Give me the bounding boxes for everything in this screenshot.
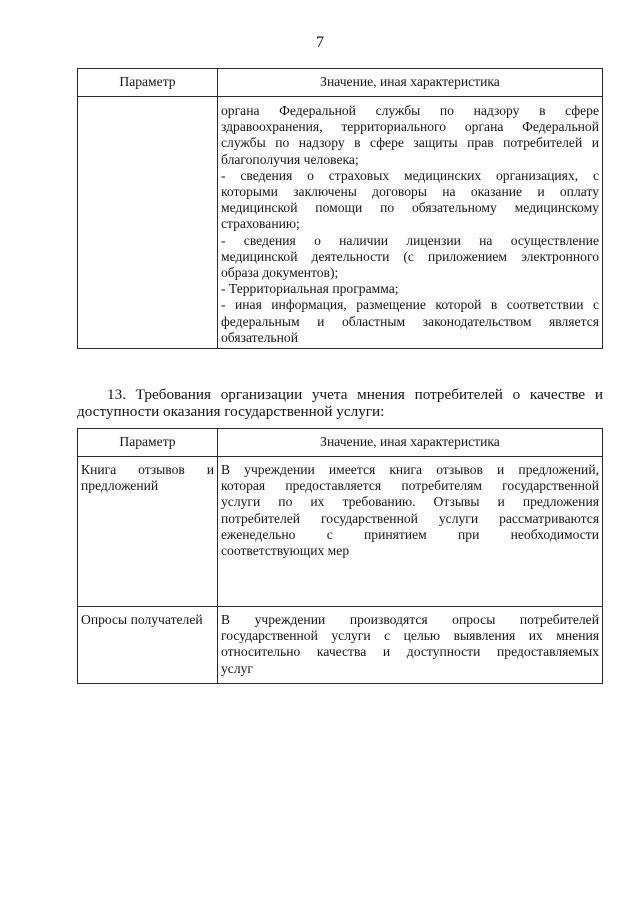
value-line: - Территориальная программа; bbox=[221, 281, 399, 297]
table-row bbox=[78, 97, 603, 349]
value-cell bbox=[218, 457, 603, 607]
value-line: еженедельно с принятием при необходимости bbox=[221, 526, 599, 542]
value-line: страхованию; bbox=[221, 216, 300, 232]
value-line: которыми заключены договоры на оказание и оплату bbox=[221, 184, 599, 200]
header-value: Значение, иная характеристика bbox=[218, 69, 603, 97]
header-param: Параметр bbox=[78, 69, 218, 97]
value-line: В учреждении производятся опросы потребителей bbox=[221, 612, 599, 627]
value-line: которая предоставляется потребителям государственной bbox=[221, 478, 599, 494]
value-line: услуг bbox=[221, 660, 253, 676]
value-line: органа Федеральной службы по надзору в сфере bbox=[221, 103, 599, 118]
section-heading bbox=[77, 386, 603, 420]
value-line: услуги по их требованию. Отзывы и предложения bbox=[221, 494, 599, 510]
value-line: федеральным и областным законодательством является bbox=[221, 313, 599, 329]
value-line: службы по надзору в сфере защиты прав потребителей и bbox=[221, 135, 599, 151]
value-line: медицинской деятельности (с приложением электронного bbox=[221, 248, 599, 264]
table-header-row bbox=[78, 69, 603, 97]
value-line: - сведения о наличии лицензии на осуществление bbox=[221, 232, 599, 248]
value-line: медицинской помощи по обязательному медицинскому bbox=[221, 200, 599, 216]
value-cell bbox=[218, 97, 603, 349]
continuation-table bbox=[77, 68, 603, 349]
param-line: Опросы получателей bbox=[81, 612, 203, 627]
feedback-table bbox=[77, 428, 603, 684]
param-line: Книга отзывов и bbox=[81, 462, 214, 477]
value-line: обязательной bbox=[221, 329, 298, 345]
header-value: Значение, иная характеристика bbox=[218, 429, 603, 457]
table-row bbox=[78, 457, 603, 607]
table-header-row bbox=[78, 429, 603, 457]
param-cell bbox=[78, 457, 218, 607]
value-line: образа документов); bbox=[221, 265, 339, 281]
value-line: соответствующих мер bbox=[221, 543, 350, 559]
param-line: предложений bbox=[81, 478, 159, 494]
value-line: государственной услуги с целью выявления их мнения bbox=[221, 628, 599, 644]
value-cell bbox=[218, 607, 603, 684]
value-line: относительно качества и доступности предоставляемых bbox=[221, 644, 599, 660]
section-heading-line: 13. Требования организации учета мнения потребителей о качестве и bbox=[107, 386, 603, 403]
table-row bbox=[78, 607, 603, 684]
value-line: - сведения о страховых медицинских организациях, с bbox=[221, 167, 599, 183]
param-cell bbox=[78, 607, 218, 684]
value-line: - иная информация, размещение которой в соответствии с bbox=[221, 297, 599, 313]
section-heading-line: доступности оказания государственной услуги: bbox=[77, 403, 385, 420]
param-cell bbox=[78, 97, 218, 349]
page-number: 7 bbox=[316, 34, 324, 51]
value-line: здравоохранения, территориального органа Федеральной bbox=[221, 119, 599, 135]
header-param: Параметр bbox=[78, 429, 218, 457]
value-line: благополучия человека; bbox=[221, 151, 359, 167]
value-line: В учреждении имеется книга отзывов и предложений, bbox=[221, 462, 599, 477]
value-line: потребителей государственной услуги рассматриваются bbox=[221, 510, 599, 526]
